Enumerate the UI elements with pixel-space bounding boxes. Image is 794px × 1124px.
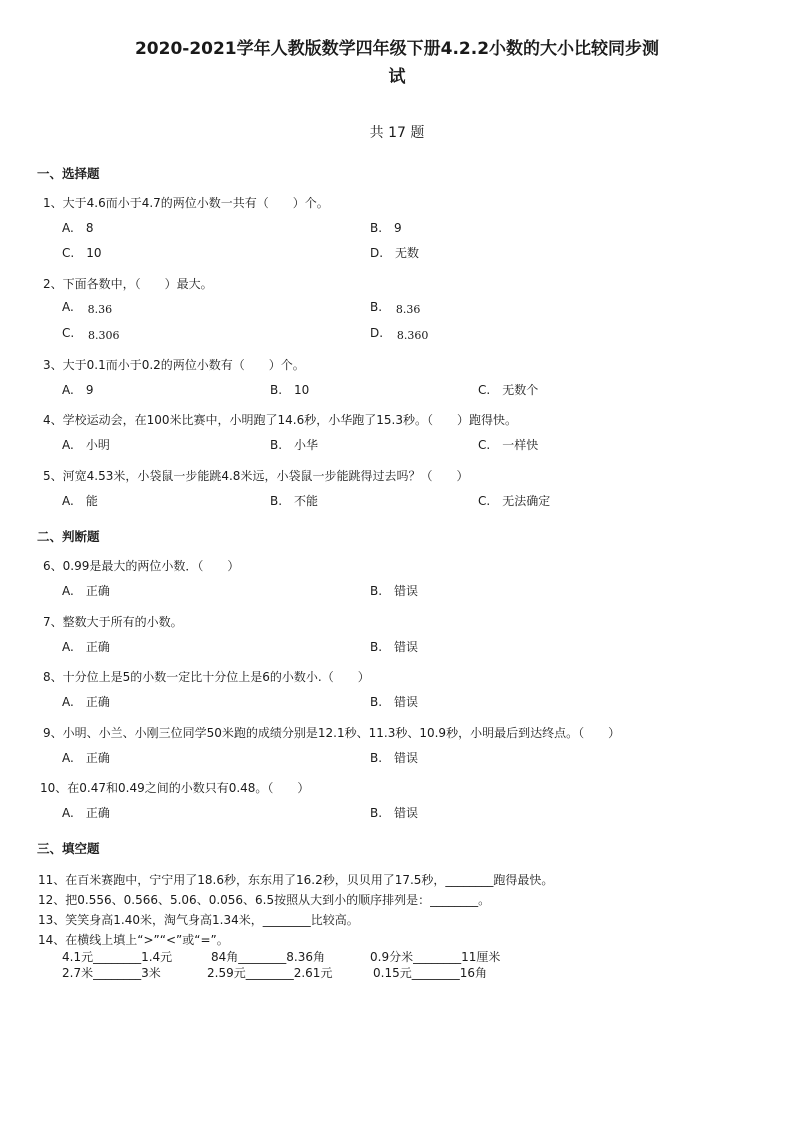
q4-option-c[interactable]: C. 一样快 bbox=[478, 438, 539, 452]
q4-option-b[interactable]: B. 小华 bbox=[270, 438, 319, 452]
q4-option-a[interactable]: A. 小明 bbox=[62, 438, 110, 452]
q14-blank-3[interactable]: 0.9分米________11厘米 bbox=[370, 950, 501, 964]
q8-option-b[interactable]: B. 错误 bbox=[370, 695, 419, 709]
q9-option-b[interactable]: B. 错误 bbox=[370, 751, 419, 765]
question-1: 1、大于4.6而小于4.7的两位小数一共有（ ）个。 bbox=[43, 196, 329, 210]
option-value: 8.36 bbox=[395, 303, 421, 316]
q7-option-b[interactable]: B. 错误 bbox=[370, 640, 419, 654]
q3-option-c[interactable]: C. 无数个 bbox=[478, 383, 539, 397]
q1-option-d[interactable]: D. 无数 bbox=[370, 246, 420, 260]
question-6: 6、0.99是最大的两位小数．（ ） bbox=[43, 559, 240, 573]
q14-blank-4[interactable]: 2.7米________3米 bbox=[62, 966, 161, 980]
q2-option-d[interactable] bbox=[370, 326, 428, 340]
question-count: 共 17 题 bbox=[369, 125, 425, 141]
question-2: 2、下面各数中，（ ）最大。 bbox=[43, 277, 213, 291]
q14-blank-5[interactable]: 2.59元________2.61元 bbox=[207, 966, 333, 980]
section-heading-choice: 一、选择题 bbox=[37, 166, 100, 181]
option-label: B. bbox=[370, 300, 383, 314]
q2-option-c[interactable] bbox=[62, 326, 120, 340]
question-8: 8、十分位上是5的小数一定比十分位上是6的小数小.（ ） bbox=[43, 670, 370, 684]
question-7: 7、整数大于所有的小数。 bbox=[43, 615, 183, 629]
q14-blank-2[interactable]: 84角________8.36角 bbox=[211, 950, 325, 964]
question-13: 13、笑笑身高1.40米，淘气身高1.34米，________比较高。 bbox=[38, 913, 359, 927]
q2-option-a[interactable] bbox=[62, 300, 112, 314]
q5-option-a[interactable]: A. 能 bbox=[62, 494, 98, 508]
page-title-continued: 试 bbox=[388, 67, 406, 87]
q8-option-a[interactable]: A. 正确 bbox=[62, 695, 110, 709]
q10-option-a[interactable]: A. 正确 bbox=[62, 806, 110, 820]
q2-option-b[interactable] bbox=[370, 300, 420, 314]
q14-blank-6[interactable]: 0.15元________16角 bbox=[373, 966, 487, 980]
q3-option-b[interactable]: B. 10 bbox=[270, 383, 310, 397]
q10-option-b[interactable]: B. 错误 bbox=[370, 806, 419, 820]
q6-option-a[interactable]: A. 正确 bbox=[62, 584, 110, 598]
q14-blank-1[interactable]: 4.1元________1.4元 bbox=[62, 950, 173, 964]
option-value: 8.360 bbox=[396, 329, 429, 342]
question-4: 4、学校运动会，在100米比赛中，小明跑了14.6秒，小华跑了15.3秒。（ ）跑得快。 bbox=[43, 413, 517, 427]
q3-option-a[interactable]: A. 9 bbox=[62, 383, 94, 397]
q1-option-b[interactable]: B. 9 bbox=[370, 221, 402, 235]
section-heading-judge: 二、判断题 bbox=[37, 529, 100, 544]
page-title: 2020-2021学年人教版数学四年级下册4.2.2小数的大小比较同步测 bbox=[134, 39, 660, 59]
option-label: A. bbox=[62, 300, 74, 314]
option-value: 8.36 bbox=[87, 303, 113, 316]
question-11: 11、在百米赛跑中，宁宁用了18.6秒，东东用了16.2秒，贝贝用了17.5秒，________跑得最快。 bbox=[38, 873, 554, 887]
question-10: 10、在0.47和0.49之间的小数只有0.48。（ ） bbox=[40, 781, 310, 795]
q5-option-c[interactable]: C. 无法确定 bbox=[478, 494, 551, 508]
option-label: D. bbox=[370, 326, 384, 340]
question-3: 3、大于0.1而小于0.2的两位小数有（ ）个。 bbox=[43, 358, 305, 372]
option-label: C. bbox=[62, 326, 75, 340]
section-heading-fill: 三、填空题 bbox=[37, 841, 100, 856]
q6-option-b[interactable]: B. 错误 bbox=[370, 584, 419, 598]
option-value: 8.306 bbox=[88, 329, 120, 342]
q5-option-b[interactable]: B. 不能 bbox=[270, 494, 319, 508]
question-14: 14、在横线上填上“>”“<”或“=”。 bbox=[38, 933, 229, 947]
q9-option-a[interactable]: A. 正确 bbox=[62, 751, 110, 765]
q1-option-a[interactable]: A. 8 bbox=[62, 221, 94, 235]
q1-option-c[interactable]: C. 10 bbox=[62, 246, 102, 260]
question-12: 12、把0.556、0.566、5.06、0.056、6.5按照从大到小的顺序排列是：________。 bbox=[38, 893, 491, 907]
q7-option-a[interactable]: A. 正确 bbox=[62, 640, 110, 654]
question-5: 5、河宽4.53米，小袋鼠一步能跳4.8米远，小袋鼠一步能跳得过去吗？（ ） bbox=[43, 469, 469, 483]
question-9: 9、小明、小兰、小刚三位同学50米跑的成绩分别是12.1秒、11.3秒、10.9秒，小明最后到达终点。（ ） bbox=[43, 726, 621, 740]
